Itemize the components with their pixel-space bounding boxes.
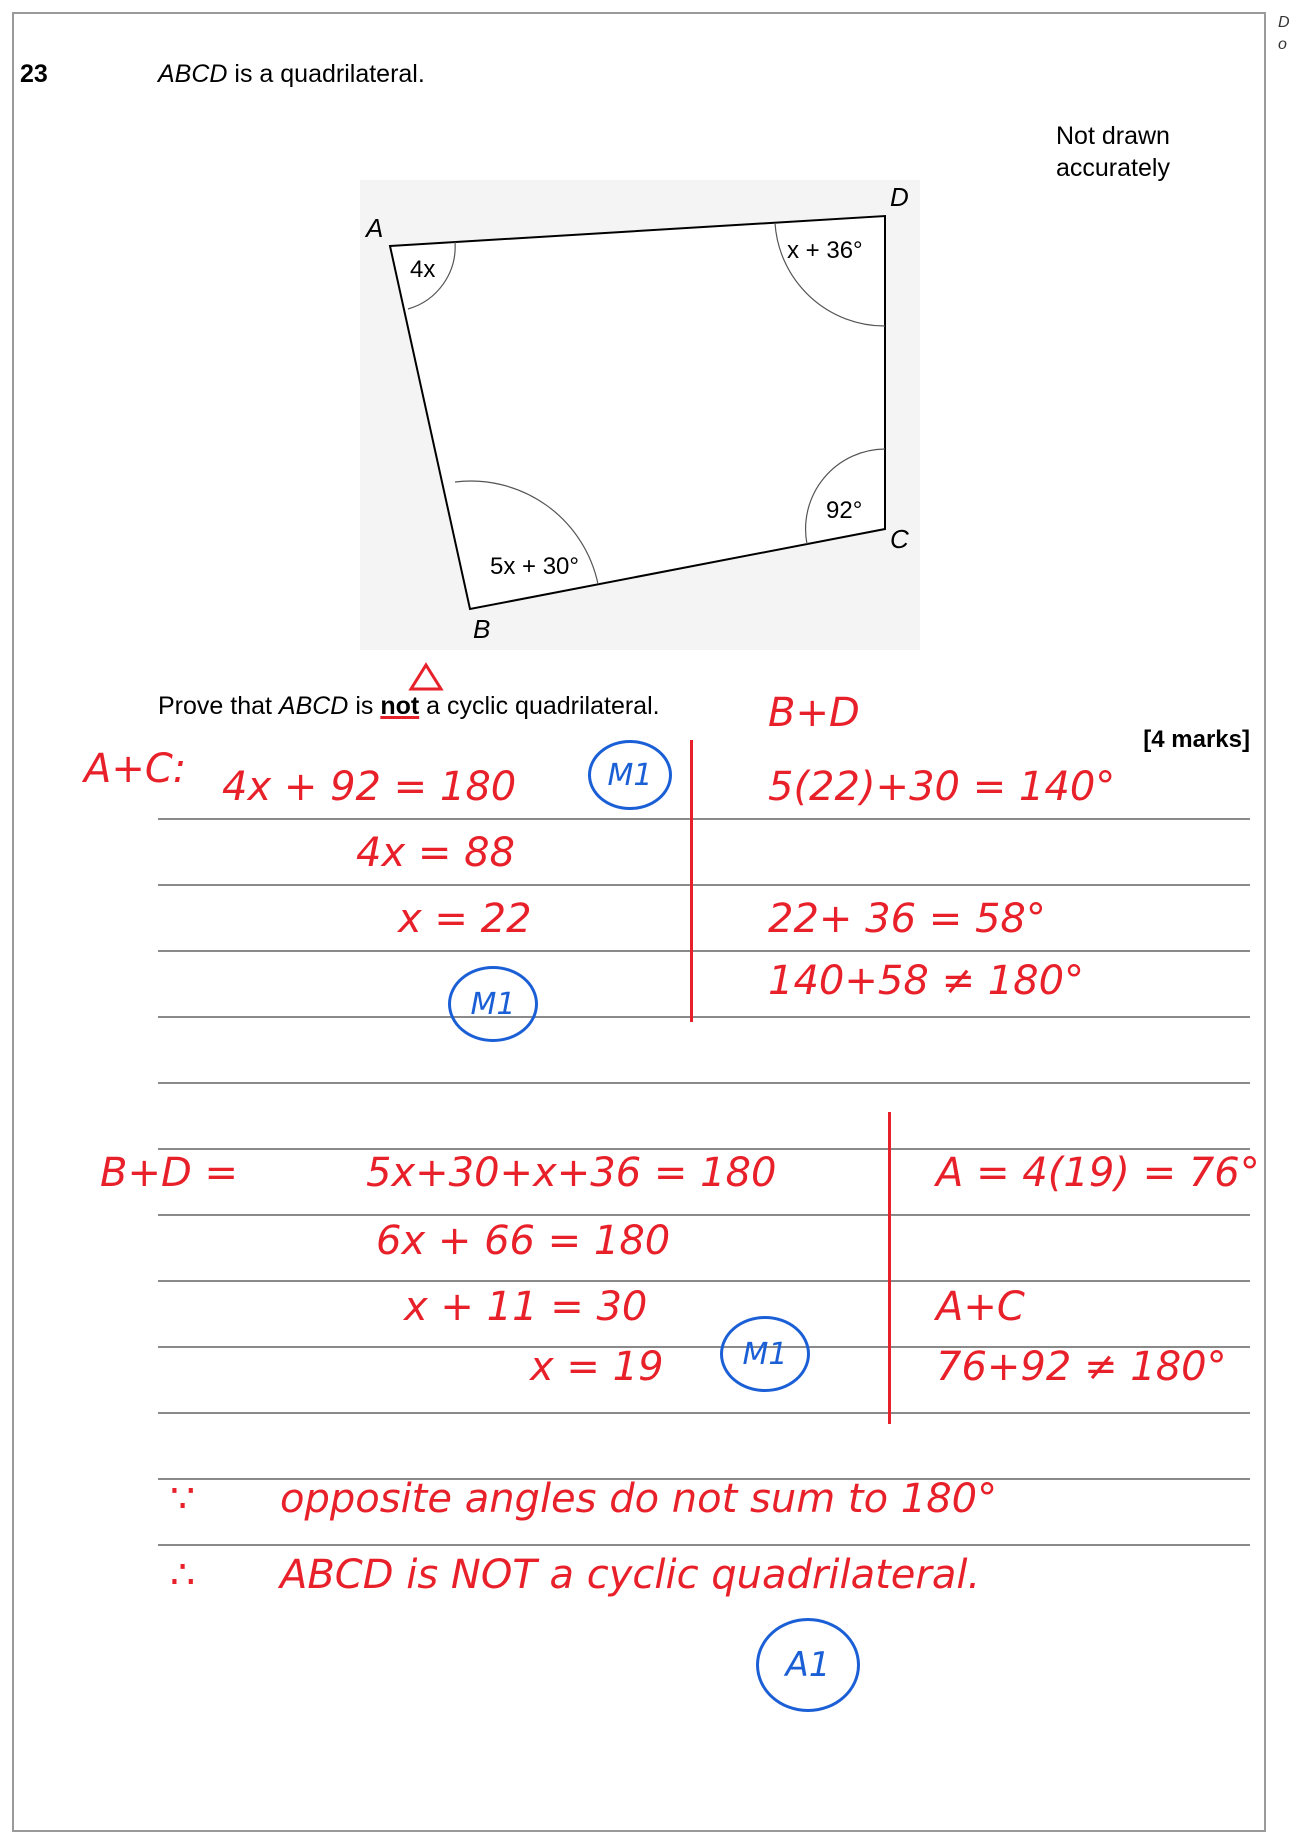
answer-line xyxy=(158,818,1250,820)
angle-label-a: 4x xyxy=(410,256,436,283)
answer-line xyxy=(158,1412,1250,1414)
working-line: x = 19 xyxy=(530,1344,664,1390)
stem-rest: is a quadrilateral. xyxy=(227,60,425,88)
answer-line xyxy=(158,1214,1250,1216)
working-line: 5x+30+x+36 = 180 xyxy=(366,1150,777,1196)
prove-pre: Prove that xyxy=(158,692,279,720)
answer-line xyxy=(158,1544,1250,1546)
question-number: 23 xyxy=(20,60,48,88)
conclusion-line: ABCD is NOT a cyclic quadrilateral. xyxy=(280,1552,981,1598)
note-line: Not drawn xyxy=(1056,122,1170,150)
prove-not: not xyxy=(380,692,420,720)
stem-name: ABCD xyxy=(158,60,228,88)
vertex-label-c: C xyxy=(890,524,909,554)
prove-name: ABCD xyxy=(278,692,349,720)
mark-stamp: A1 xyxy=(756,1618,860,1712)
vertex-label-a: A xyxy=(366,213,384,243)
working-line: 22+ 36 = 58° xyxy=(768,896,1046,942)
answer-line xyxy=(158,1280,1250,1282)
working-divider xyxy=(888,1112,891,1424)
working-line: 5(22)+30 = 140° xyxy=(768,764,1116,810)
corner-note-line: D xyxy=(1278,14,1290,31)
working-line: A = 4(19) = 76° xyxy=(936,1150,1260,1196)
mark-stamp: M1 xyxy=(720,1316,810,1392)
working-line: 140+58 ≠ 180° xyxy=(768,958,1085,1004)
answer-line xyxy=(158,884,1250,886)
marks-label: [4 marks] xyxy=(1143,726,1250,753)
angle-label-c: 92° xyxy=(826,497,863,524)
vertex-label-d: D xyxy=(890,182,909,212)
mark-stamp: M1 xyxy=(588,740,672,810)
working-divider xyxy=(690,740,693,1022)
quadrilateral-diagram xyxy=(0,0,1294,700)
conclusion-line: opposite angles do not sum to 180° xyxy=(280,1476,998,1522)
working-line: x + 11 = 30 xyxy=(404,1284,648,1330)
heading-b-plus-d-2: B+D = xyxy=(100,1150,238,1196)
working-line: x = 22 xyxy=(398,896,532,942)
answer-line xyxy=(158,950,1250,952)
angle-label-b: 5x + 30° xyxy=(490,553,579,580)
vertex-label-b: B xyxy=(473,614,491,644)
working-line: 4x + 92 = 180 xyxy=(222,764,517,810)
because-symbol: ∵ xyxy=(170,1476,196,1522)
prove-instruction xyxy=(158,692,660,721)
angle-label-d: x + 36° xyxy=(787,237,863,264)
answer-line xyxy=(158,1082,1250,1084)
therefore-symbol: ∴ xyxy=(170,1552,196,1598)
triangle-mark-icon xyxy=(408,662,444,692)
working-line: 76+92 ≠ 180° xyxy=(936,1344,1227,1390)
working-line: 6x + 66 = 180 xyxy=(376,1218,671,1264)
prove-post: a cyclic quadrilateral. xyxy=(419,692,660,720)
heading-b-plus-d: B+D xyxy=(768,690,860,736)
answer-line xyxy=(158,1016,1250,1018)
working-line: A+C xyxy=(936,1284,1025,1330)
prove-mid: is xyxy=(348,692,381,720)
corner-note-line: o xyxy=(1278,36,1287,53)
working-line: 4x = 88 xyxy=(356,830,515,876)
mark-stamp: M1 xyxy=(448,966,538,1042)
note-line: accurately xyxy=(1056,154,1170,182)
heading-a-plus-c: A+C: xyxy=(84,746,187,792)
